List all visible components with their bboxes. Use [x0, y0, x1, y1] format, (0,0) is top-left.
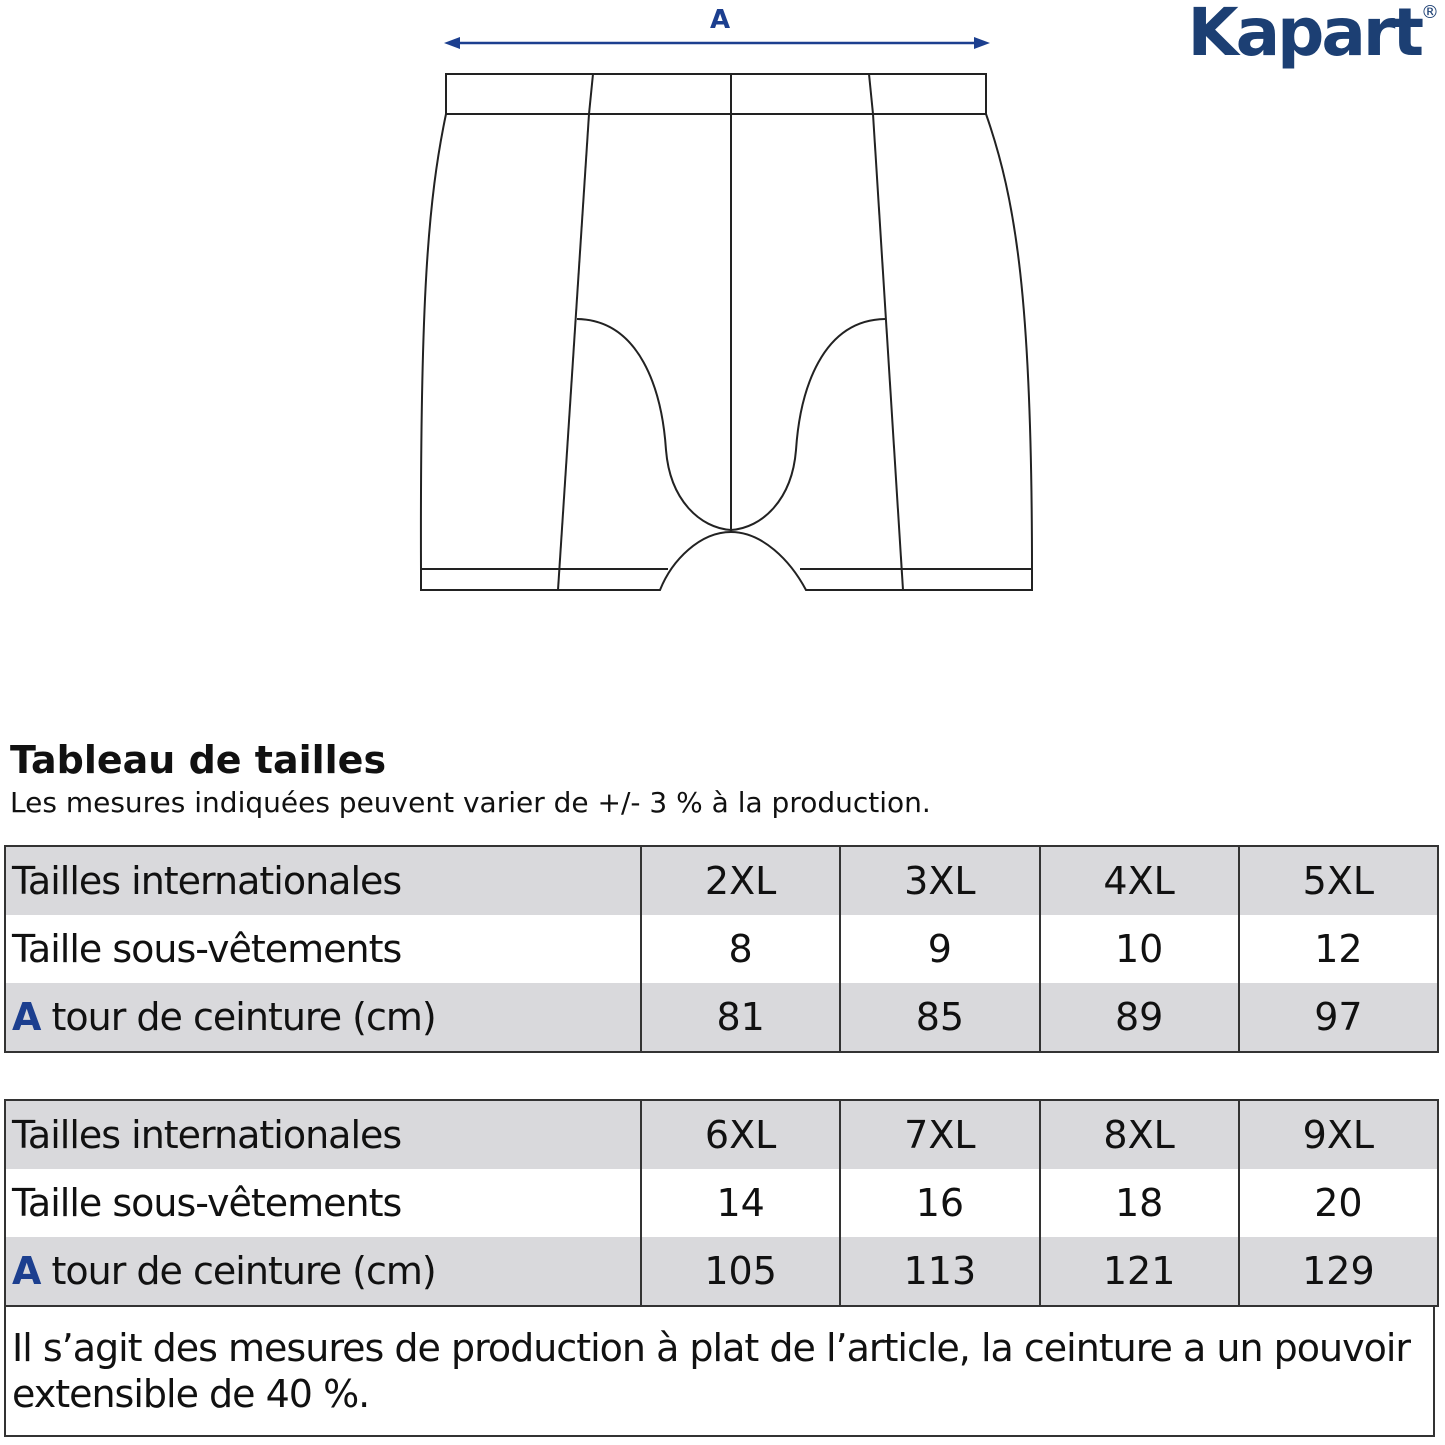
page-subtitle: Les mesures indiquées peuvent varier de +/- 3 % à la production. [10, 786, 931, 819]
cell-value: 10 [1040, 915, 1239, 983]
row-label [5, 1237, 641, 1306]
waistband [446, 74, 986, 114]
cell-value: 89 [1040, 983, 1239, 1052]
measure-letter-a: A [12, 995, 41, 1039]
size-table-2 [4, 1099, 1439, 1307]
table-row [5, 1100, 1438, 1169]
cell-value: 3XL [840, 846, 1039, 915]
cell-value: 121 [1040, 1237, 1239, 1306]
cell-value: 8 [641, 915, 840, 983]
table-row [5, 983, 1438, 1052]
measure-label-a: A [709, 5, 731, 35]
cell-value: 7XL [840, 1100, 1039, 1169]
cell-value: 4XL [1040, 846, 1239, 915]
measure-arrow-a [444, 37, 990, 49]
cell-value: 8XL [1040, 1100, 1239, 1169]
row-label-text: tour de ceinture (cm) [40, 1249, 436, 1293]
table-row [5, 915, 1438, 983]
registered-mark: ® [1421, 2, 1439, 23]
row-label: Taille sous-vêtements [5, 1169, 641, 1237]
measure-letter-a: A [12, 1249, 41, 1293]
row-label [5, 983, 641, 1052]
cell-value: 105 [641, 1237, 840, 1306]
table-row [5, 1169, 1438, 1237]
cell-value: 12 [1239, 915, 1438, 983]
brand-name: Kapart [1187, 0, 1421, 71]
cell-value: 2XL [641, 846, 840, 915]
brand-logo [1187, 0, 1439, 71]
body-outline [421, 114, 1032, 590]
cell-value: 129 [1239, 1237, 1438, 1306]
cell-value: 20 [1239, 1169, 1438, 1237]
cell-value: 81 [641, 983, 840, 1052]
table-row [5, 1237, 1438, 1306]
cell-value: 18 [1040, 1169, 1239, 1237]
production-note: Il s’agit des mesures de production à plat de l’article, la ceinture a un pouvoir extensible de 40 %. [4, 1305, 1435, 1437]
row-label-text: tour de ceinture (cm) [40, 995, 436, 1039]
cell-value: 14 [641, 1169, 840, 1237]
cell-value: 113 [840, 1237, 1039, 1306]
boxer-shorts-diagram [400, 0, 1060, 610]
cell-value: 5XL [1239, 846, 1438, 915]
page-title: Tableau de tailles [10, 738, 387, 782]
cell-value: 97 [1239, 983, 1438, 1052]
cell-value: 16 [840, 1169, 1039, 1237]
table-row [5, 846, 1438, 915]
cell-value: 9XL [1239, 1100, 1438, 1169]
row-label: Tailles internationales [5, 1100, 641, 1169]
cell-value: 9 [840, 915, 1039, 983]
row-label: Taille sous-vêtements [5, 915, 641, 983]
size-table-1 [4, 845, 1439, 1053]
cell-value: 85 [840, 983, 1039, 1052]
row-label: Tailles internationales [5, 846, 641, 915]
cell-value: 6XL [641, 1100, 840, 1169]
